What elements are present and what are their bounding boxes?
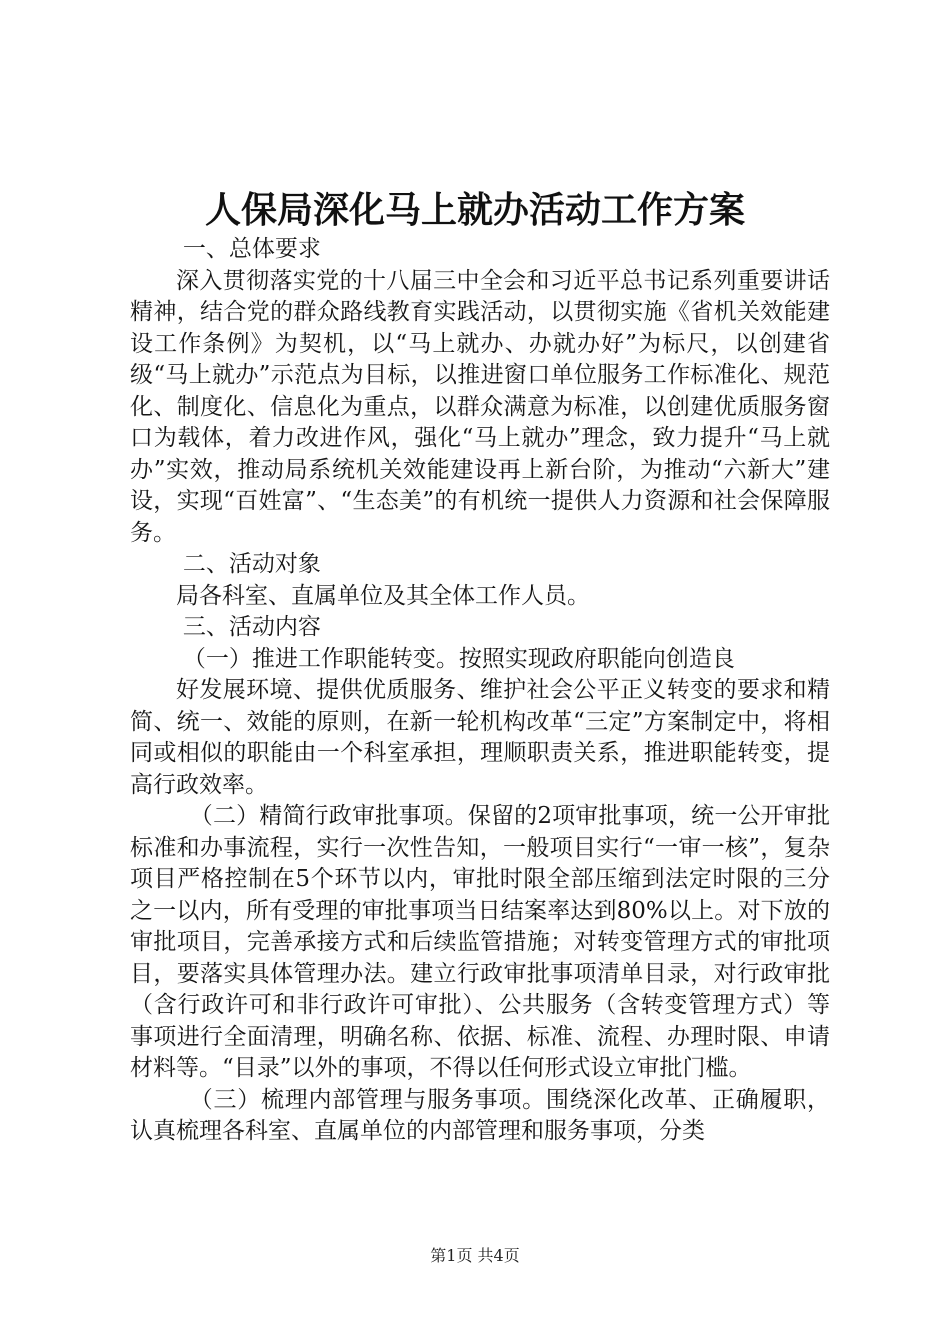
- paragraph-approval-streamlining: （二）精简行政审批事项。保留的2项审批事项，统一公开审批标准和办事流程，实行一次性告知，一般项目实行“一审一核”，复杂项目严格控制在5个环节以内，审批时限全部压缩到法定时限的三分之一以内，所有受理的审批事项当日结案率达到80%以上。对下放的审批项目，完善承接方式和后续监管措施；对转变管理方式的审批项目，要落实具体管理办法。建立行政审批事项清单目录，对行政审批（含行政许可和非行政许可审批）、公共服务（含转变管理方式）等事项进行全面清理，明确名称、依据、标准、流程、办理时限、申请材料等。“目录”以外的事项，不得以任何形式设立审批门槛。: [130, 803, 830, 1081]
- page-number-footer: 第1页 共4页: [430, 1246, 520, 1265]
- paragraph-internal-management: （三）梳理内部管理与服务事项。围绕深化改革、正确履职，认真梳理各科室、直属单位的内部管理和服务事项，分类: [130, 1086, 830, 1144]
- section-heading-2: 二、活动对象: [182, 551, 321, 577]
- subsection-heading-1: （一）推进工作职能转变。按照实现政府职能向创造良: [182, 645, 735, 672]
- paragraph-function-transformation: 好发展环境、提供优质服务、维护社会公平正义转变的要求和精简、统一、效能的原则，在新一轮机构改革“三定”方案制定中，将相同或相似的职能由一个科室承担，理顺职责关系，推进职能转变，提高行政效率。: [130, 677, 830, 798]
- document-title: 人保局深化马上就办活动工作方案: [204, 189, 745, 231]
- section-heading-3: 三、活动内容: [182, 614, 321, 640]
- paragraph-activity-targets: 局各科室、直属单位及其全体工作人员。: [176, 582, 590, 609]
- section-heading-1: 一、总体要求: [182, 236, 321, 262]
- paragraph-general-requirements: 深入贯彻落实党的十八届三中全会和习近平总书记系列重要讲话精神，结合党的群众路线教育实践活动，以贯彻实施《省机关效能建设工作条例》为契机，以“马上就办、办就办好”为标尺，以创建省级“马上就办”示范点为目标，以推进窗口单位服务工作标准化、规范化、制度化、信息化为重点，以群众满意为标准，以创建优质服务窗口为载体，着力改进作风，强化“马上就办”理念，致力提升“马上就办”实效，推动局系统机关效能建设再上新台阶，为推动“六新大”建设，实现“百姓富”、“生态美”的有机统一提供人力资源和社会保障服务。: [130, 267, 830, 546]
- document-body: [130, 234, 830, 1148]
